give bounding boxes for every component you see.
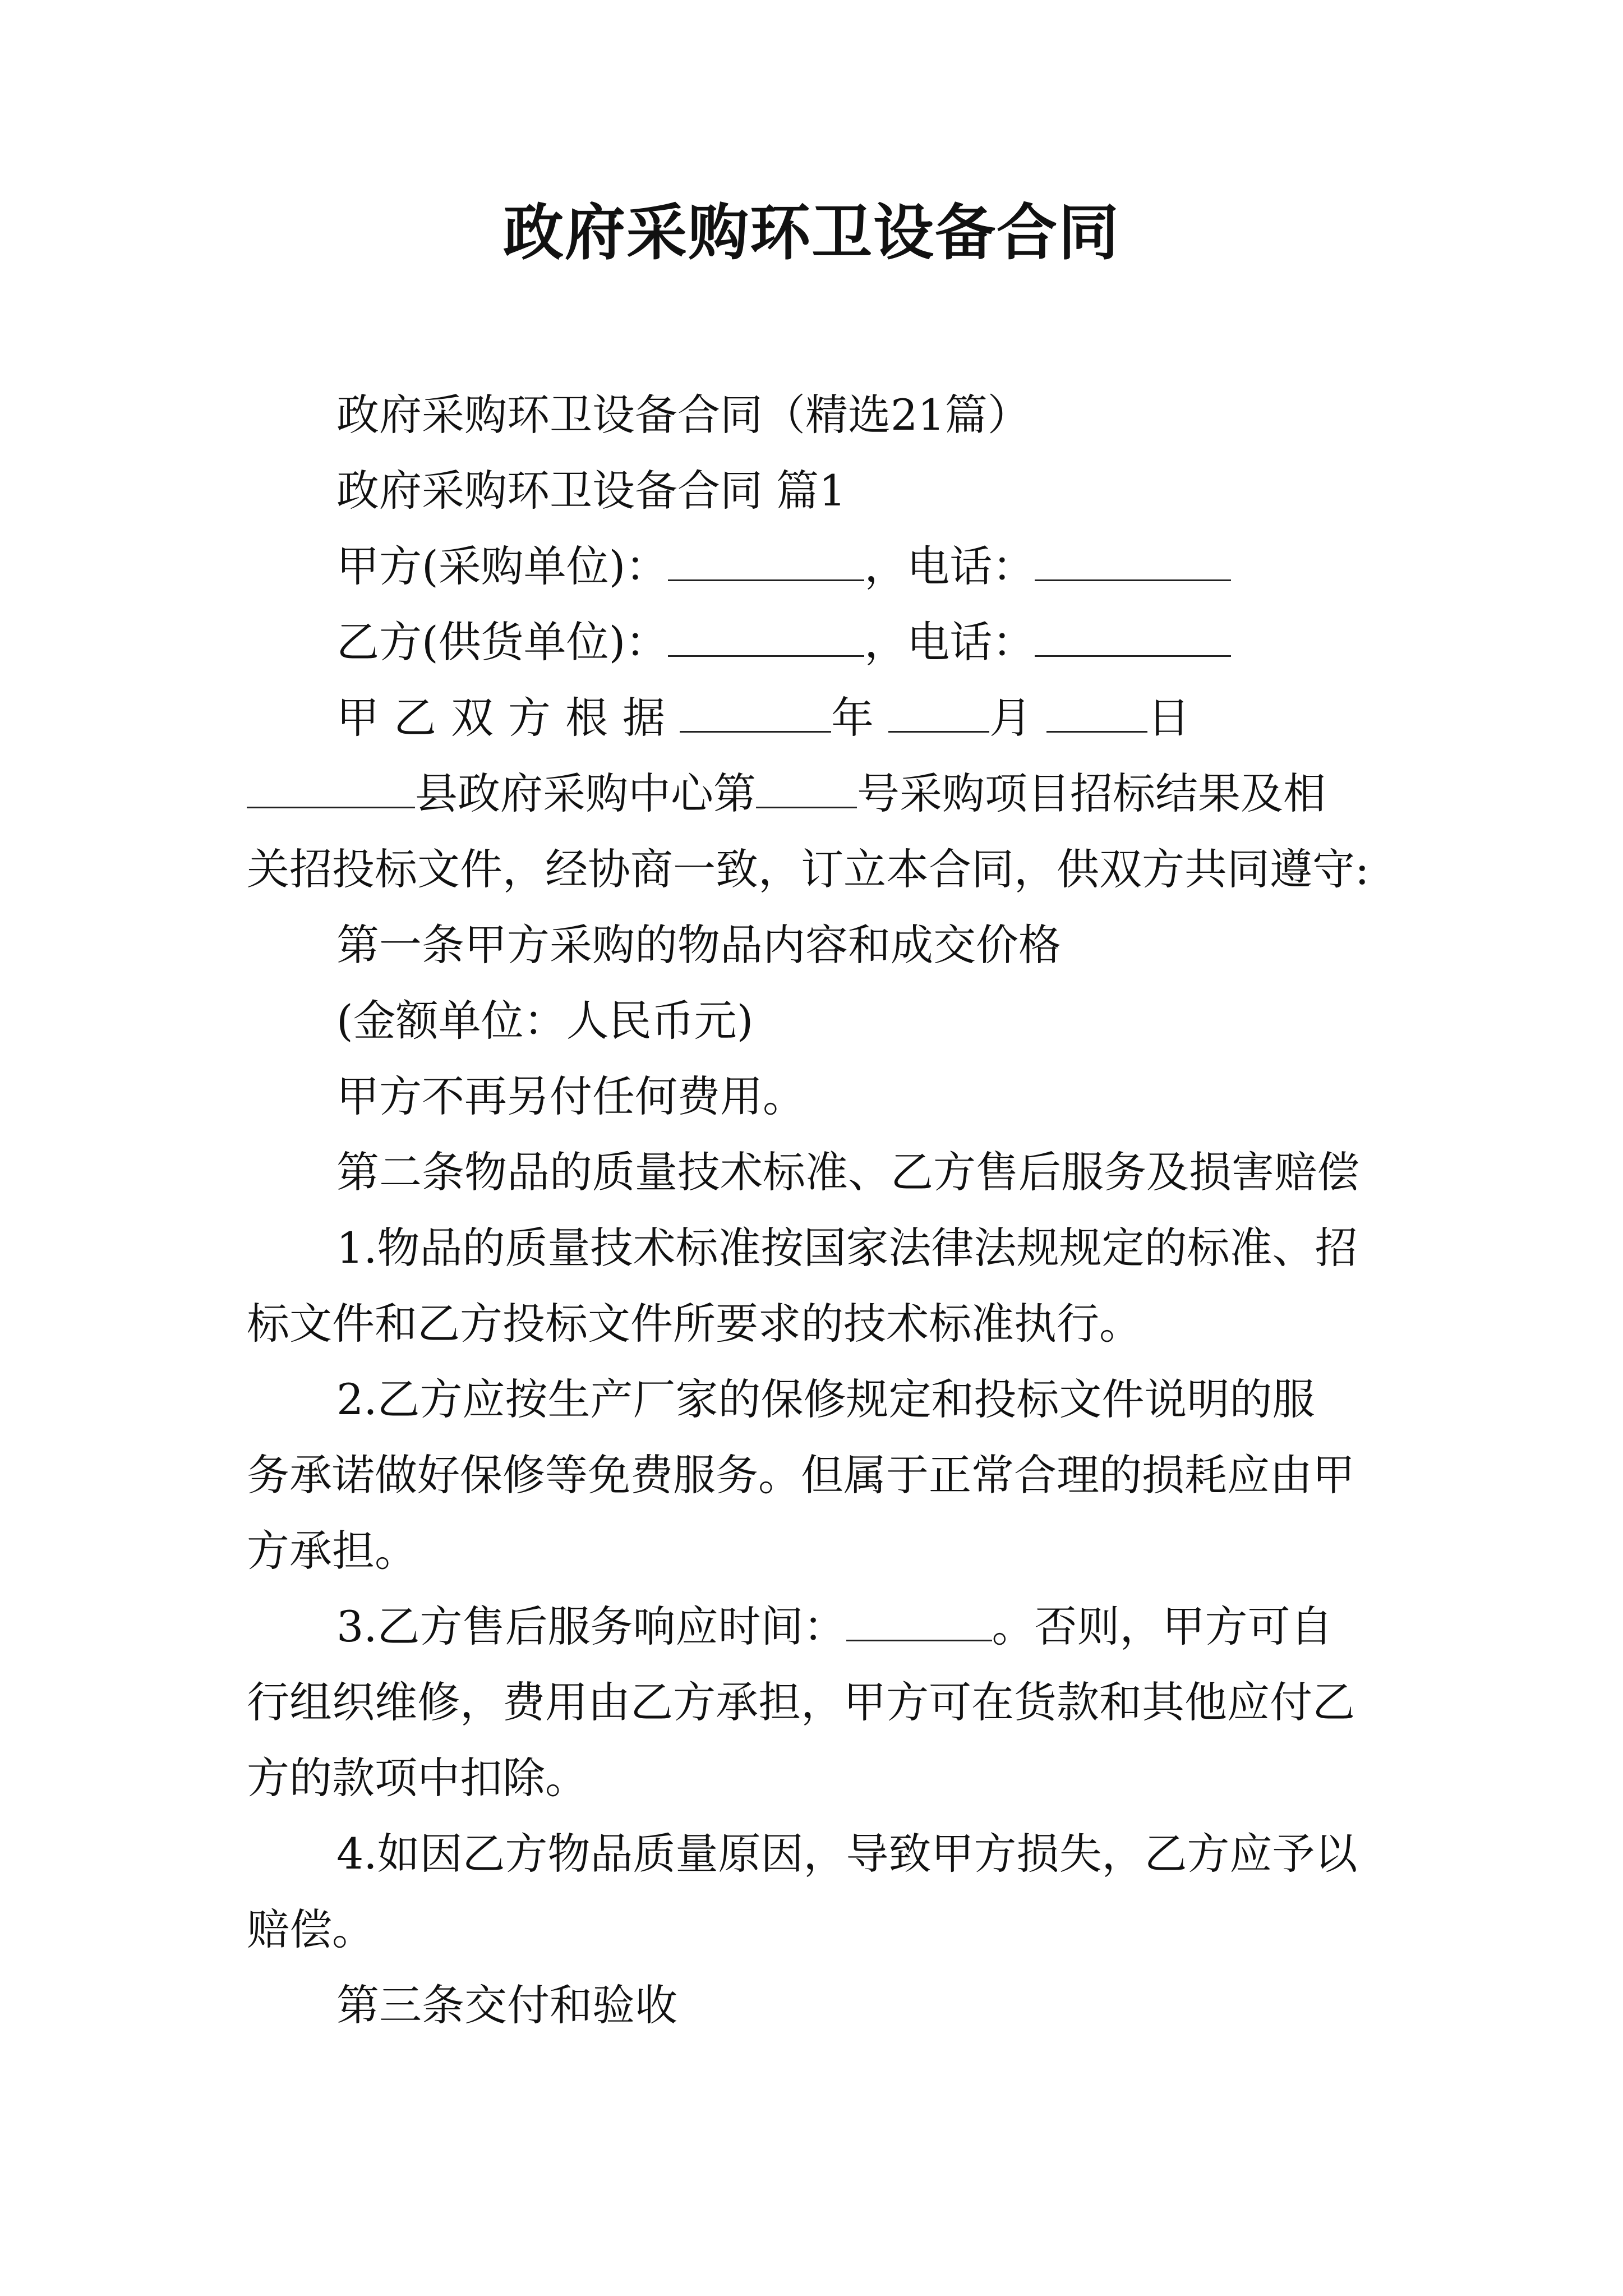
county-blank: [247, 773, 415, 808]
article-1-heading: 第一条甲方采购的物品内容和成交价格: [336, 920, 1061, 970]
year-label: 年: [831, 693, 888, 743]
party-b-line: [247, 614, 1396, 670]
no-extra-fee: 甲方不再另付任何费用。: [336, 1071, 805, 1121]
party-b-phone-blank: [1035, 622, 1231, 657]
intro-line-2b: 号采购项目招标结果及相: [857, 769, 1326, 818]
item-4-line-1: 4.如因乙方物品质量原因，导致甲方损失，乙方应予以: [336, 1829, 1358, 1879]
document-title: 政府采购环卫设备合同: [502, 197, 1120, 268]
month-blank: [888, 697, 989, 733]
party-b-blank: [668, 622, 864, 657]
intro-line-3: 关招投标文件，经协商一致，订立本合同，供双方共同遵守:: [247, 844, 1370, 894]
item-3-line-1b: 。否则，甲方可自: [992, 1602, 1333, 1651]
item-1-line-2: 标文件和乙方投标文件所要求的技术标准执行。: [247, 1299, 1142, 1349]
party-a-phone-label: ，电话：: [864, 541, 1035, 591]
item-2-line-3: 方承担。: [247, 1526, 417, 1576]
item-4-line-2: 赔偿。: [247, 1904, 375, 1954]
party-a-phone-blank: [1035, 546, 1231, 581]
intro-line-2a: 县政府采购中心第: [415, 769, 756, 818]
party-a-label: 甲方(采购单位)：: [336, 541, 668, 591]
amount-unit: (金额单位：人民币元): [336, 996, 754, 1046]
response-time-blank: [846, 1606, 992, 1641]
project-number-blank: [756, 773, 857, 808]
intro-prefix: 甲乙双方根据: [336, 693, 680, 743]
subtitle: 政府采购环卫设备合同（精选21篇）: [336, 390, 1030, 440]
item-3-line-2: 行组织维修，费用由乙方承担，甲方可在货款和其他应付乙: [247, 1677, 1355, 1727]
party-b-label: 乙方(供货单位)：: [336, 617, 668, 667]
intro-line-1: [247, 690, 1396, 746]
day-label: 日: [1147, 693, 1205, 743]
item-3-line-3: 方的款项中扣除。: [247, 1753, 588, 1803]
party-a-blank: [668, 546, 864, 581]
item-2-line-1: 2.乙方应按生产厂家的保修规定和投标文件说明的服: [336, 1374, 1315, 1424]
item-3-line-1: [247, 1599, 1396, 1655]
item-3-line-1a: 3.乙方售后服务响应时间：: [336, 1602, 846, 1651]
item-1-line-1: 1.物品的质量技术标准按国家法律法规规定的标准、招: [336, 1223, 1358, 1273]
article-2-heading: 第二条物品的质量技术标准、乙方售后服务及损害赔偿: [336, 1147, 1359, 1197]
party-a-line: [247, 539, 1396, 595]
year-blank: [680, 697, 831, 733]
intro-line-2: [247, 766, 1396, 822]
item-2-line-2: 务承诺做好保修等免费服务。但属于正常合理的损耗应由甲: [247, 1450, 1355, 1500]
section-heading: 政府采购环卫设备合同 篇1: [336, 466, 846, 516]
day-blank: [1046, 697, 1147, 733]
party-b-phone-label: ，电话：: [864, 617, 1035, 667]
month-label: 月: [989, 693, 1046, 743]
article-3-heading: 第三条交付和验收: [336, 1980, 677, 2030]
